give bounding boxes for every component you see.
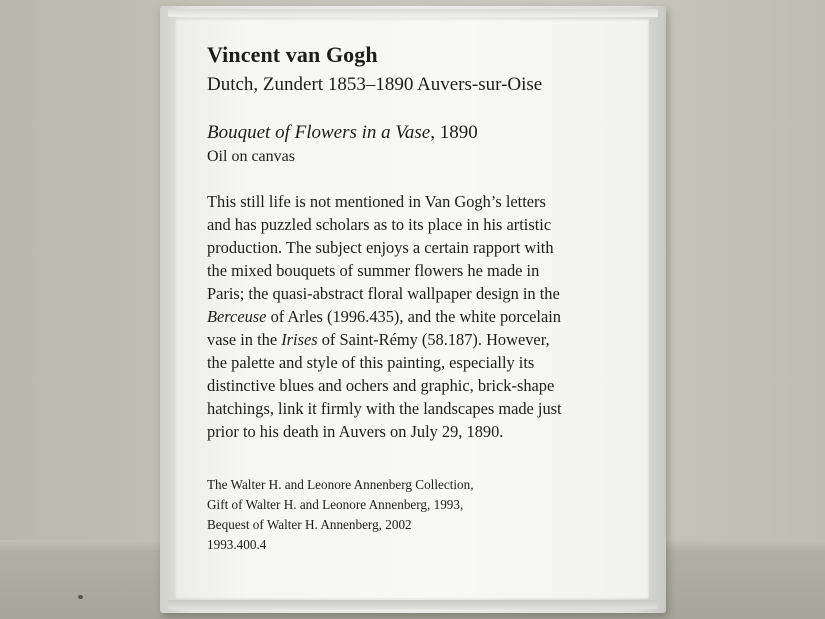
credit-line: Bequest of Walter H. Annenberg, 2002	[207, 517, 412, 532]
description-line: and has puzzled scholars as to its place in his artistic	[207, 215, 552, 234]
description-line: production. The subject enjoys a certain rapport with	[207, 238, 554, 257]
description-line: Paris; the quasi-abstract floral wallpaper design in the	[207, 284, 560, 303]
artwork-title-line	[207, 122, 478, 144]
description-line: prior to his death in Auvers on July 29, 1890.	[207, 422, 504, 441]
credit-line: The Walter H. and Leonore Annenberg Collection,	[207, 477, 474, 492]
accession-number: 1993.400.4	[207, 537, 267, 552]
description-line: distinctive blues and ochers and graphic, brick-shape	[207, 376, 555, 395]
artist-nationality-dates: Dutch, Zundert 1853–1890 Auvers-sur-Oise	[207, 74, 543, 95]
description-line: the mixed bouquets of summer flowers he made in	[207, 261, 540, 280]
description-line: Berceuse of Arles (1996.435), and the white porcelain	[207, 307, 561, 326]
description-line: hatchings, link it firmly with the landscapes made just	[207, 399, 562, 418]
description-line: vase in the Irises of Saint-Rémy (58.187). However,	[207, 330, 550, 349]
artist-name: Vincent van Gogh	[207, 42, 378, 67]
floor-speck	[78, 595, 83, 599]
credit-line: Gift of Walter H. and Leonore Annenberg, 1993,	[207, 497, 464, 512]
artwork-medium: Oil on canvas	[207, 148, 295, 165]
artwork-year: , 1890	[430, 122, 478, 143]
description-line: the palette and style of this painting, especially its	[207, 353, 535, 372]
label-frame-top-rail	[168, 9, 658, 17]
label-frame-bottom-rail	[168, 600, 658, 609]
artwork-title: Bouquet of Flowers in a Vase	[207, 122, 431, 143]
description-line: This still life is not mentioned in Van Gogh’s letters	[207, 192, 546, 211]
